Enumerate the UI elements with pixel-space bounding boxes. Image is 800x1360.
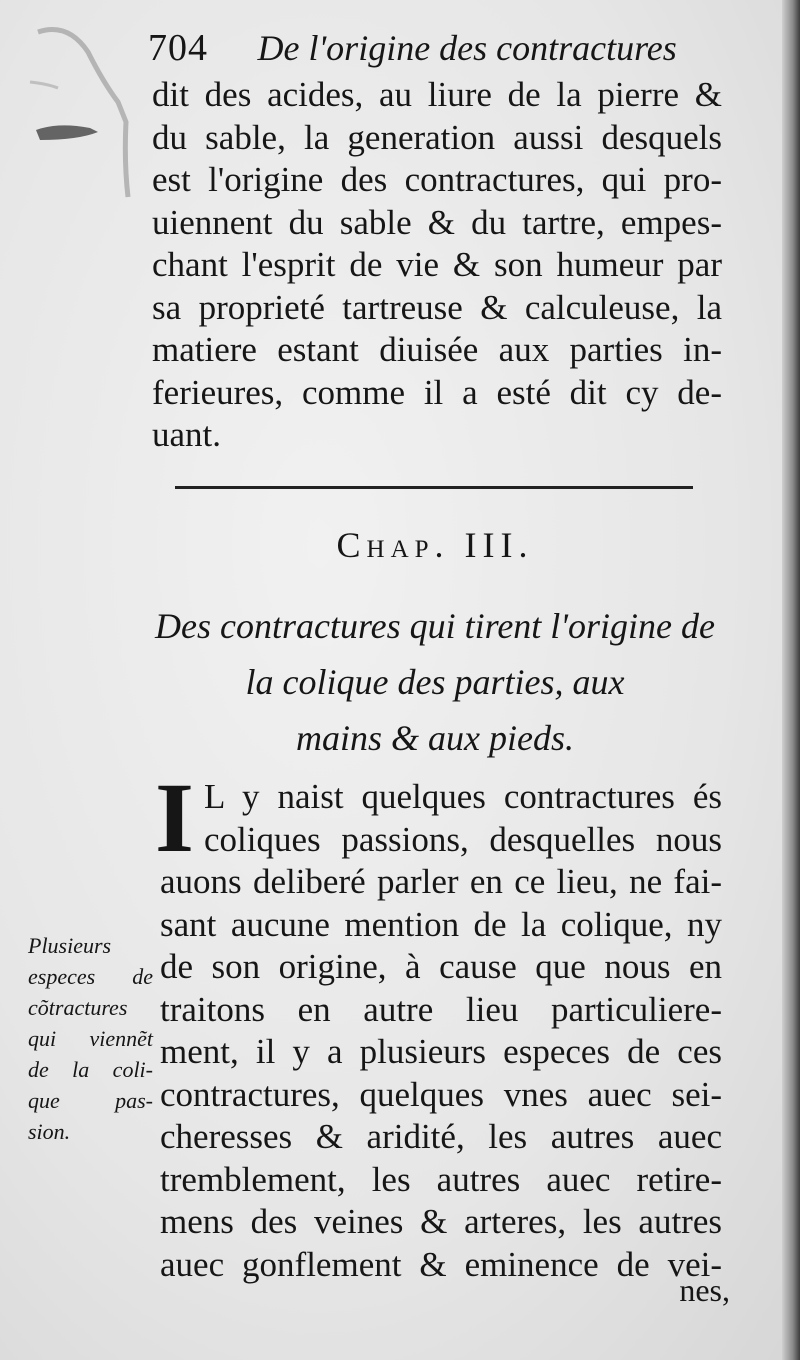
- text-line: tremblement, les autres auec retire-: [160, 1159, 722, 1199]
- marginal-note-line: qui viennẽt: [28, 1026, 153, 1051]
- paragraph-continued: [152, 74, 722, 457]
- text-line: ment, il y a plusieurs especes de ces: [160, 1032, 722, 1071]
- marginal-note-line: sion.: [28, 1119, 71, 1144]
- chapter-title-line: mains & aux pieds.: [296, 718, 574, 758]
- text-line: mens des veines & arteres, les autres: [160, 1202, 722, 1241]
- text-line: dit des acides, au liure de la pierre &: [152, 75, 722, 114]
- catchword: nes,: [679, 1272, 730, 1308]
- page-number: 704: [148, 27, 208, 69]
- section-divider-rule: [175, 486, 693, 489]
- running-header: [148, 20, 708, 76]
- marginal-note-line: que pas-: [28, 1088, 153, 1113]
- marginal-note-line: especes de: [28, 964, 153, 989]
- marginal-note-line: de la coli-: [28, 1057, 153, 1082]
- drop-cap: I: [155, 762, 194, 873]
- text-line: matiere estant diuisée aux parties in-: [152, 330, 722, 369]
- chapter-body-paragraph: [160, 776, 722, 1286]
- running-title: De l'origine des contractures: [257, 28, 677, 68]
- text-line: L y naist quelques contractures és: [204, 777, 722, 816]
- text-line: coliques passions, desquelles nous: [204, 819, 722, 859]
- text-line: est l'origine des contractures, qui pro-: [152, 160, 722, 199]
- text-line: chant l'esprit de vie & son humeur par: [152, 245, 722, 284]
- marginal-note-line: Plusieurs: [28, 933, 112, 958]
- text-line: uiennent du sable & du tartre, empes-: [152, 202, 722, 242]
- text-line: du sable, la generation aussi desquels: [152, 117, 722, 157]
- text-line: sa proprieté tartreuse & calculeuse, la: [152, 287, 722, 327]
- chapter-title-line: Des contractures qui tirent l'origine de: [155, 606, 715, 646]
- chapter-heading: Chap. III.: [336, 525, 534, 565]
- text-line: uant.: [152, 415, 222, 454]
- text-line: auec gonflement & eminence de vei-: [160, 1244, 722, 1284]
- ink-stain-mark: [28, 12, 138, 202]
- marginal-note: [28, 930, 153, 1147]
- marginal-note-line: cõtractures: [28, 995, 128, 1020]
- text-line: sant aucune mention de la colique, ny: [160, 904, 722, 944]
- text-line: cheresses & aridité, les autres auec: [160, 1117, 722, 1156]
- page-gutter-shadow: [782, 0, 800, 1360]
- chapter-title: [150, 598, 720, 766]
- text-line: contractures, quelques vnes auec sei-: [160, 1074, 722, 1114]
- chapter-title-line: la colique des parties, aux: [245, 662, 625, 702]
- text-line: ferieures, comme il a esté dit cy de-: [152, 372, 722, 412]
- text-line: auons deliberé parler en ce lieu, ne fai-: [160, 862, 722, 901]
- text-line: de son origine, à cause que nous en: [160, 947, 722, 986]
- text-line: traitons en autre lieu particuliere-: [160, 989, 722, 1029]
